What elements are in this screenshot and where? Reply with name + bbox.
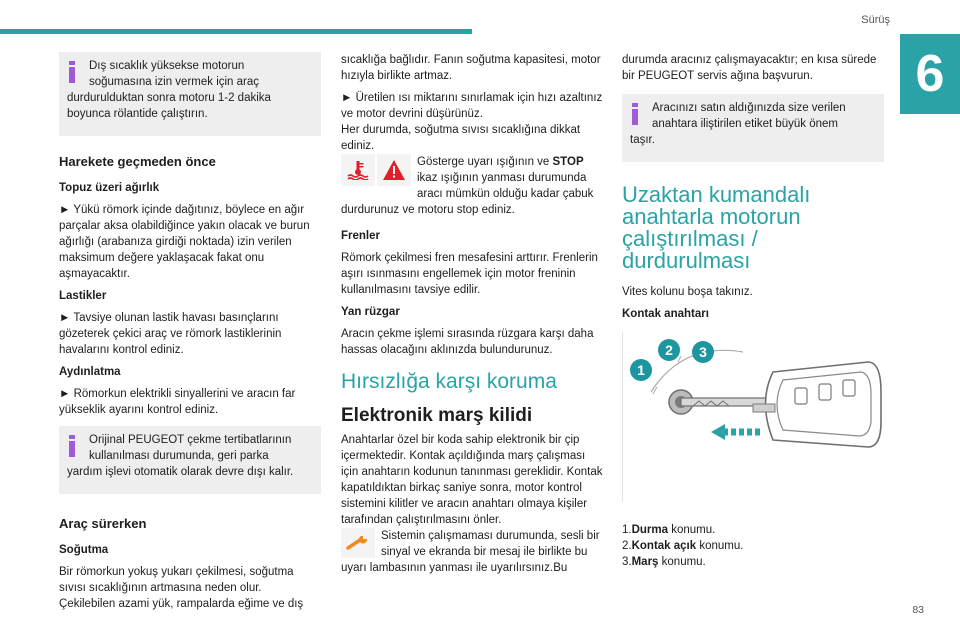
badge-3: 3 [699,344,707,360]
subheading-nose-weight: Topuz üzeri ağırlık [59,182,160,194]
info-box-key-label [622,94,884,162]
info-box-towbar [59,426,321,494]
heading-before-moving: Harekete geçmeden önce [59,154,216,169]
paragraph-neutral-gear: Vites kolunu boşa takınız. [622,286,753,298]
info-box-cooling [59,52,321,136]
chapter-number: 6 [900,34,960,114]
list-item: 2.Kontak açık konumu. [622,540,744,552]
info-text: Aracınızı satın aldığınızda size verilen anahtara iliştirilen etiket büyük önem taşır. [630,102,846,146]
subheading-lighting: Aydınlatma [59,366,121,378]
list-item: 1.Durma konumu. [622,524,716,536]
paragraph-cooling: Bir römorkun yokuş yukarı çekilmesi, soğutma sıvısı sıcaklığının artmasına neden olur. Çekilebilen azami yük, rampalarda eğime ve dış [59,566,304,610]
heading-remote-key-start: Uzaktan kumandalı anahtarla motorun çalıştırılması / durdurulması [622,182,811,273]
paragraph-crosswind: Aracın çekme işlemi sırasında rüzgara karşı daha hassas olacağını aklınızda bulundurunuz. [341,328,594,356]
column-left [59,52,321,618]
subheading-brakes: Frenler [341,230,380,242]
paragraph-service-network: durumda aracınız çalışmayacaktır; en kısa sürede bir PEUGEOT servis ağına başvurun. [622,54,877,82]
heading-electronic-immobiliser: Elektronik marş kilidi [341,405,533,426]
info-text: Orijinal PEUGEOT çekme tertibatlarının kullanılması durumunda, geri parka yardım işlevi otomatik olarak devre dışı kalır. [67,434,294,478]
wrench-icon [341,528,375,558]
column-right [622,52,884,570]
top-accent-bar [0,29,472,34]
coolant-temperature-icon [341,154,375,186]
warning-icons [341,154,411,186]
list-item: 3.Marş konumu. [622,556,706,568]
subheading-ignition-key: Kontak anahtarı [622,308,709,320]
paragraph-coolant-watch: Her durumda, soğutma sıvısı sıcaklığına dikkat ediniz. [341,124,581,152]
warning-lamp-block [341,154,603,218]
paragraph-stop-warning: Gösterge uyarı ışığının ve STOP ikaz ışığının yanması durumunda aracı mümkün olduğu kadar çabuk durdurunuz ve motoru stop ediniz. [341,156,594,216]
info-icon [632,103,638,125]
key-illustration [622,332,884,502]
paragraph-immobiliser: Anahtarlar özel bir koda sahip elektronik bir çip içermektedir. Kontak açıldığında marş çalışması için anahtarın kodunun tanınması gereklidir. Kontak kapatıldıktan birkaç saniye sonra, motor kontrol sistemini kilitler ve aracın anahtarı olmaya kişiler tarafından çalıştırılmasını önler. [341,434,603,526]
badge-1: 1 [637,362,645,378]
stop-warning-icon [377,154,411,186]
paragraph-lighting: ► Römorkun elektrikli sinyallerini ve aracın far yükseklik ayarını kontrol ediniz. [59,388,296,416]
info-icon [69,435,75,457]
page-number: 83 [912,604,924,616]
info-icon [69,61,75,83]
subheading-cooling: Soğutma [59,544,109,556]
column-middle [341,52,603,582]
paragraph-brakes: Römork çekilmesi fren mesafesini arttırır. Frenlerin aşırı ısınmasını engellemek için motor freninin kullanılmasını tavsiye edilir. [341,252,598,296]
paragraph-tyres: ► Tavsiye olunan lastik havası basınçlarını gözeterek çekici araç ve römork lastiklerinin havalarını kontrol ediniz. [59,312,282,356]
paragraph-nose-weight: ► Yükü römork içinde dağıtınız, böylece en ağır parçalar aksa olabildiğince yakın olacak ve burun ağırlığı (arabanıza girdiği noktada) izin verilen maksimum değere yaklaşacak fakat onu aşmayacaktır. [59,204,310,280]
heading-while-driving: Araç sürerken [59,516,147,531]
heading-theft-protection: Hırsızlığa karşı koruma [341,370,557,393]
subheading-crosswind: Yan rüzgar [341,306,400,318]
paragraph-cooling-cont: sıcaklığa bağlıdır. Fanın soğutma kapasitesi, motor hızıyla birlikte artmaz. [341,54,601,82]
position-list [622,522,884,570]
badge-2: 2 [665,342,673,358]
fault-block [341,528,603,576]
paragraph-reduce-speed: ► Üretilen ısı miktarını sınırlamak için hızı azaltınız ve motor devrini düşürünüz. [341,92,603,120]
info-text: Dış sıcaklık yüksekse motorun soğumasına izin vermek için araç durdurulduktan sonra motoru 1-2 dakika boyunca rölantide çalıştırın. [67,60,271,120]
key-icon [623,332,885,502]
section-title: Sürüş [861,14,890,26]
paragraph-immobiliser-fault: Sistemin çalışmaması durumunda, sesli bir sinyal ve ekranda bir mesaj ile birlikte bu uyarı lambasının yanması ile uyarılırsınız.Bu [341,530,600,574]
subheading-tyres: Lastikler [59,290,107,302]
